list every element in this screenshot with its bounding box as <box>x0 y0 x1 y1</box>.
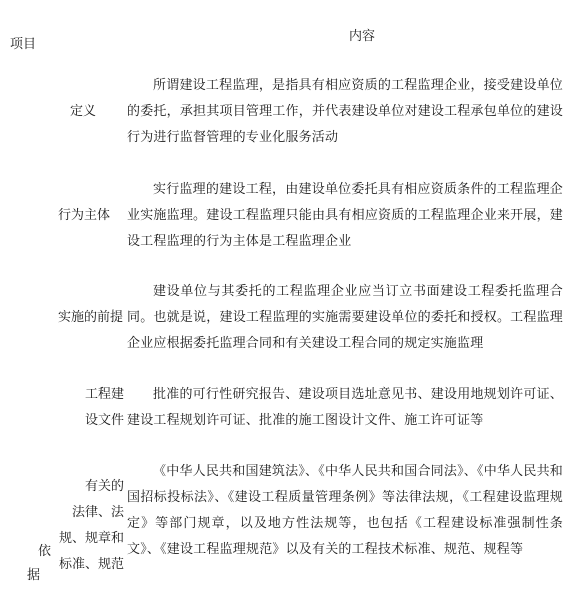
header-content: 内容 <box>349 29 376 44</box>
row-content-project-docs: 批准的可行性研究报告、建设项目选址意见书、建设用地规划许可证、建设工程规划许可证、批准的施工图设计文件、施工许可证等 <box>127 387 563 428</box>
row-label-laws: 有关的 法律、法 规、规章和 标准、规范 <box>58 479 124 572</box>
header-item: 项目 <box>10 37 37 52</box>
group-label-basis-1: 依 <box>38 544 52 559</box>
row-content-prerequisite: 建设单位与其委托的工程监理企业应当订立书面建设工程委托监理合同。也就是说，建设工程监理的实施需要建设单位的委托和授权。工程监理企业应根据委托监理合同和有关建设工程合同的规定实施监理 <box>127 284 563 351</box>
row-label-definition: 定义 <box>69 104 96 119</box>
group-label-basis-2: 据 <box>27 568 41 583</box>
row-label-prerequisite: 实施的前提 <box>57 310 123 325</box>
row-content-laws: 《中华人民共和国建筑法》、《中华人民共和国合同法》、《中华人民共和国招标投标法》、《建设工程质量管理条例》等法律法规，《工程建设监理规定》等部门规章，以及地方性法规等，也包括《工程建设标准强制性条文》、《建设工程监理规范》以及有关的工程技术标准、规范、规程等 <box>127 464 563 557</box>
row-label-project-docs: 工程建 设文件 <box>84 387 124 428</box>
row-label-actor: 行为主体 <box>57 208 110 223</box>
row-content-definition: 所谓建设工程监理，是指具有相应资质的工程监理企业，接受建设单位的委托，承担其项目管理工作，并代表建设单位对建设工程承包单位的建设行为进行监督管理的专业化服务活动 <box>127 78 563 145</box>
row-content-actor: 实行监理的建设工程，由建设单位委托具有相应资质条件的工程监理企业实施监理。建设工程监理只能由具有相应资质的工程监理企业来开展，建设工程监理的行为主体是工程监理企业 <box>127 182 563 249</box>
